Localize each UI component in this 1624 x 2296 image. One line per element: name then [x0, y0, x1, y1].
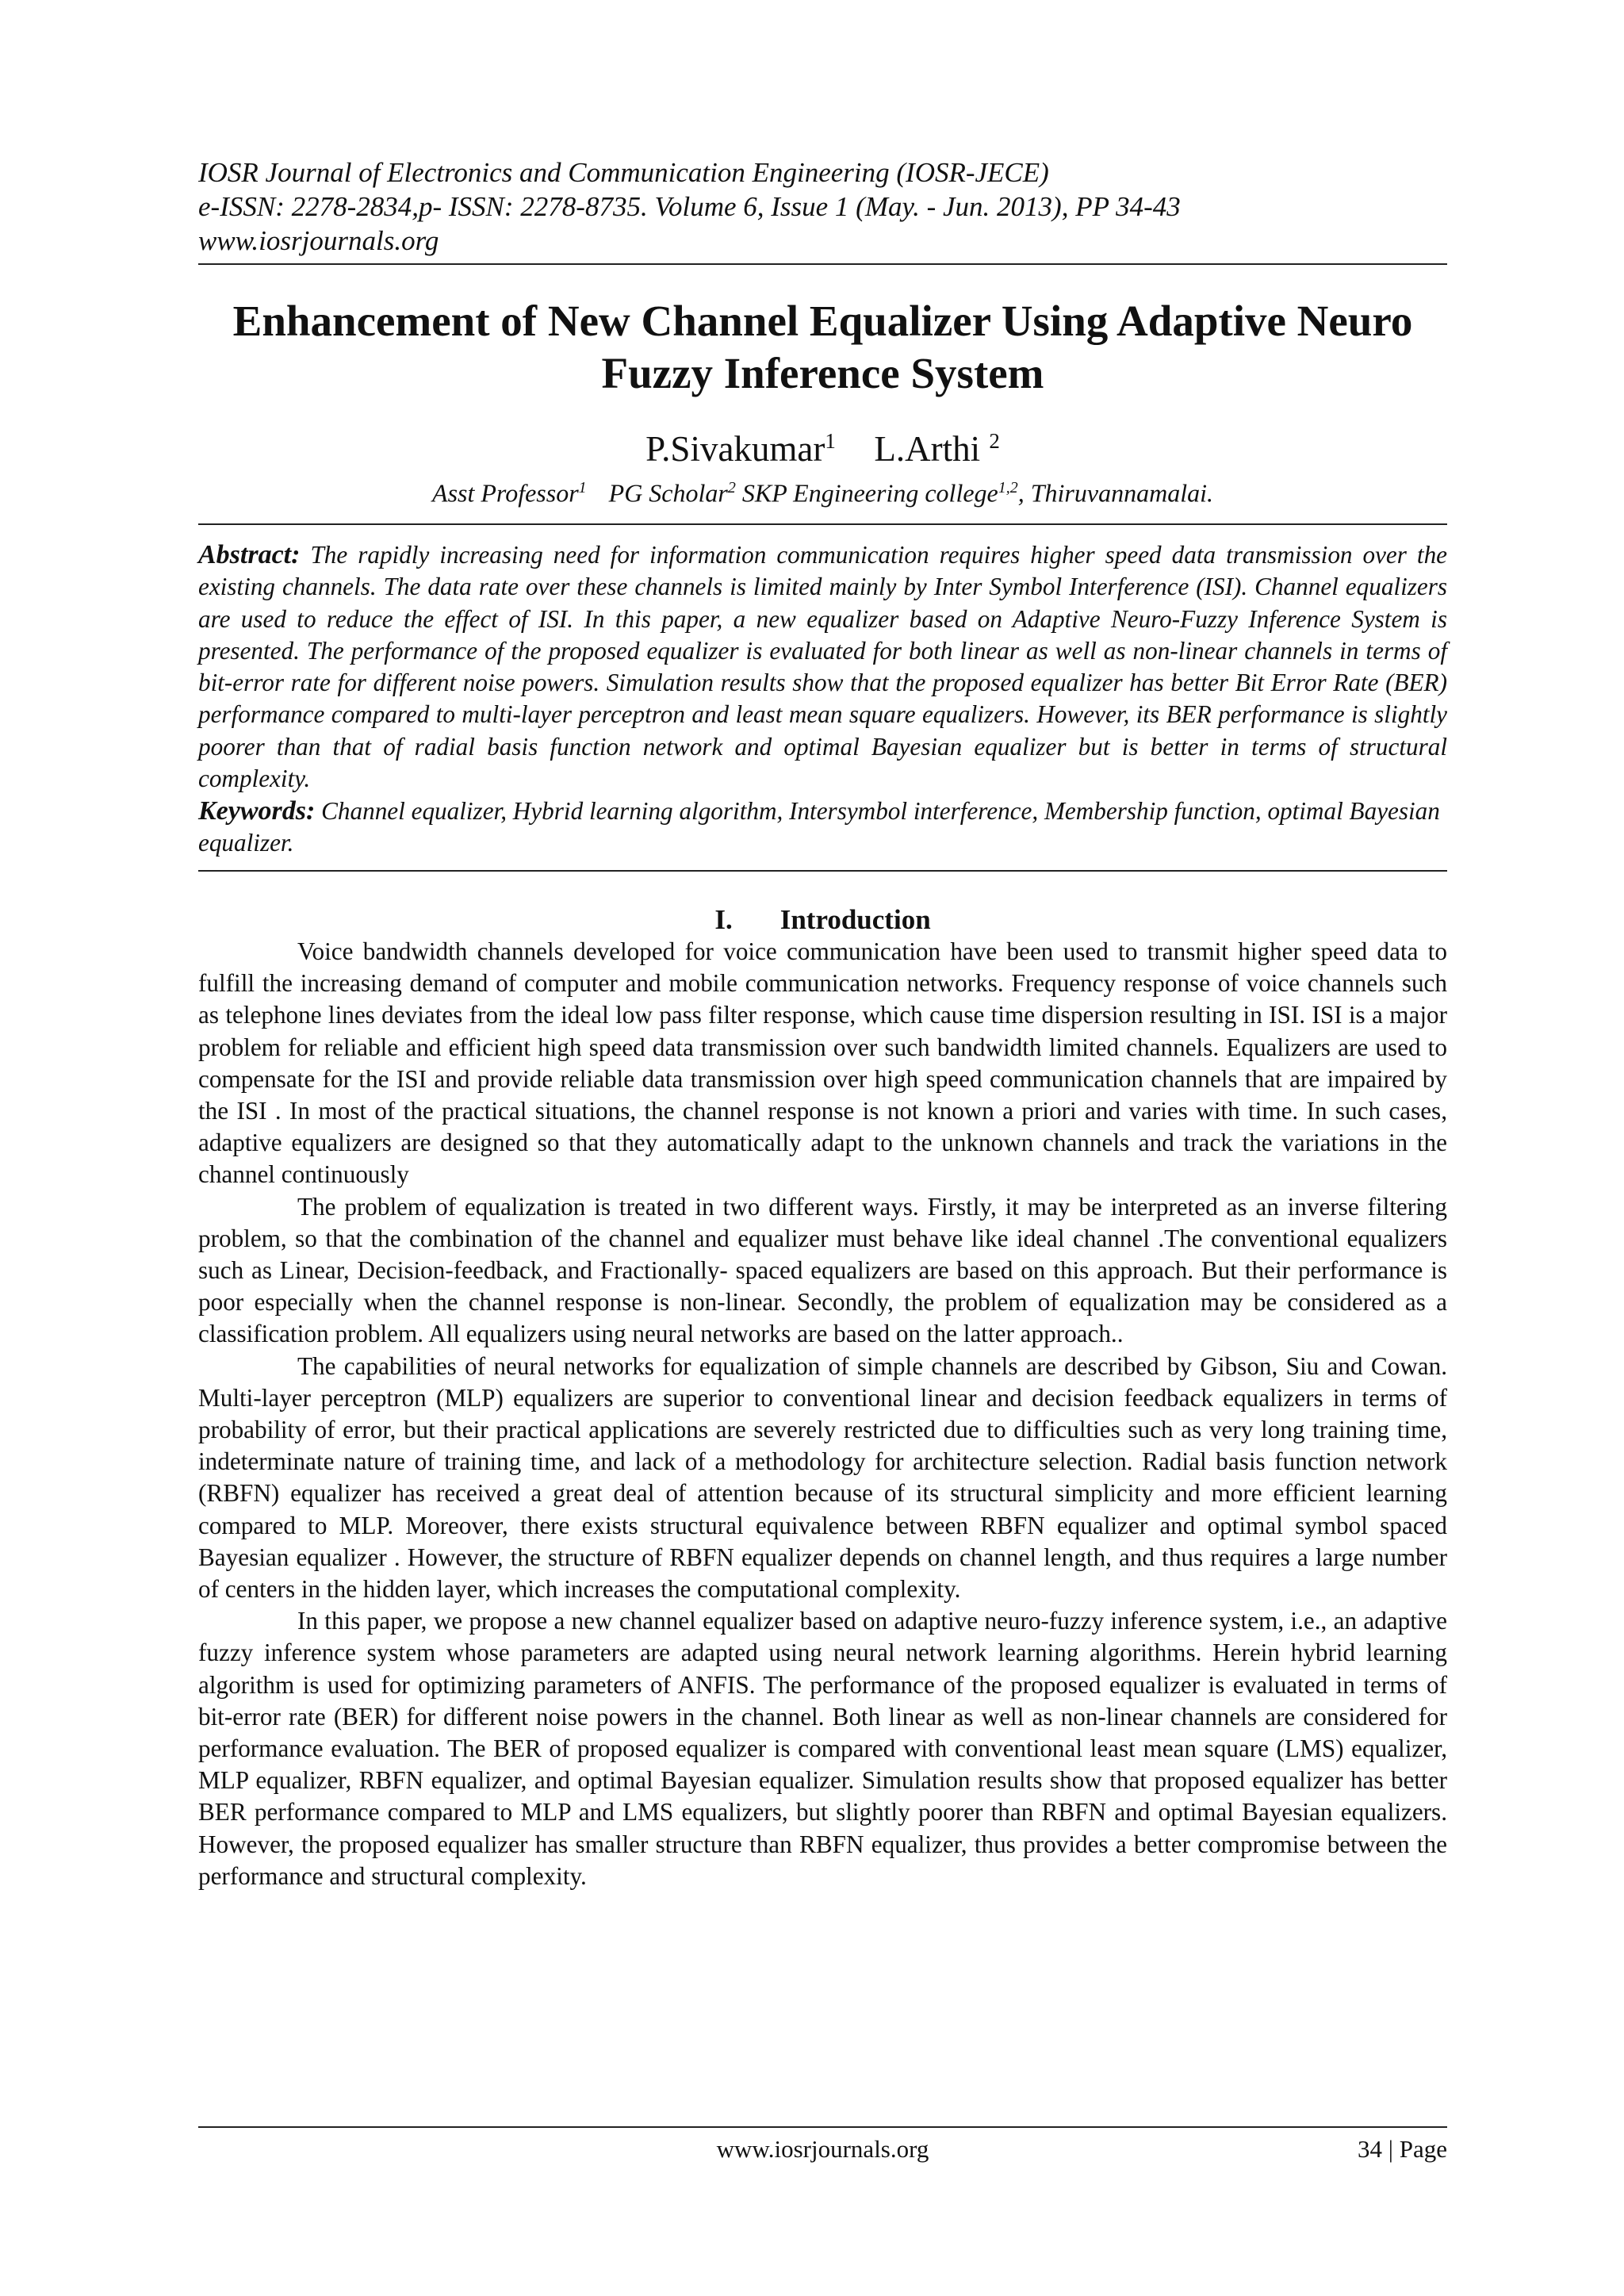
- author-affiliation: [198, 471, 1447, 510]
- affiliation-part: Asst Professor: [432, 478, 579, 508]
- section-heading: [198, 903, 1447, 937]
- journal-url[interactable]: www.iosrjournals.org: [198, 225, 439, 256]
- footer-url[interactable]: www.iosrjournals.org: [716, 2135, 929, 2163]
- affiliation-superscript: 2: [727, 479, 736, 496]
- keywords-label: Keywords:: [198, 796, 316, 826]
- abstract-bottom-rule: [198, 870, 1447, 872]
- section-number: I.: [714, 904, 733, 935]
- affiliation-part: PG Scholar: [608, 478, 728, 508]
- abstract-text: The rapidly increasing need for information communication requires higher speed data transmission over the existing channels. The data rate over these channels is limited mainly by Inter Symbol Interference (ISI). Channel equalizers are used to reduce the effect of ISI. In this paper, a new equalizer based on Adaptive Neuro-Fuzzy Inference System is presented. The performance of the proposed equalizer is evaluated for both linear as well as non-linear channels in terms of bit-error rate for different noise powers. Simulation results show that the proposed equalizer has better Bit Error Rate (BER) performance compared to multi-layer perceptron and least mean square equalizers. However, its BER performance is slightly poorer than that of radial basis function network and optimal Bayesian equalizer but is better in terms of structural complexity.: [198, 541, 1447, 793]
- author-list: [198, 419, 1447, 471]
- journal-name: IOSR Journal of Electronics and Communication Engineering (IOSR-JECE): [198, 157, 1049, 188]
- affiliation-part: , Thiruvannamalai.: [1017, 478, 1213, 508]
- journal-header: [198, 155, 1447, 258]
- abstract-label: Abstract:: [198, 540, 301, 569]
- paragraph: Voice bandwidth channels developed for voice communication have been used to transmit higher speed data to fulfill the increasing demand of computer and mobile communication networks. Frequency response of voice channels such as telephone lines deviates from the ideal low pass filter response, which cause time dispersion resulting in ISI. ISI is a major problem for reliable and efficient high speed data transmission over such bandwidth limited channels. Equalizers are used to compensate for the ISI and provide reliable data transmission over high speed communication channels that are impaired by the ISI . In most of the practical situations, the channel response is not known a priori and varies with time. In such cases, adaptive equalizers are designed so that they automatically adapt to the unknown channels and track the variations in the channel continuously: [198, 937, 1447, 1189]
- page-number: 34 | Page: [1358, 2135, 1447, 2163]
- keywords: [198, 795, 1447, 859]
- keywords-text: Channel equalizer, Hybrid learning algorithm, Intersymbol interference, Membership function, optimal Bayesian equalizer.: [198, 797, 1440, 857]
- abstract: [198, 539, 1447, 795]
- footer-rule: [198, 2126, 1447, 2128]
- introduction-body: [198, 936, 1447, 1892]
- abstract-top-rule: [198, 523, 1447, 525]
- paper-title-line-1: Enhancement of New Channel Equalizer Using Adaptive Neuro: [232, 297, 1413, 345]
- affiliation-superscript: 1: [578, 479, 587, 496]
- paragraph: The capabilities of neural networks for equalization of simple channels are described by Gibson, Siu and Cowan. Multi-layer perceptron (MLP) equalizers are superior to conventional linear and decision feedback equalizers in terms of probability of error, but their practical applications are severely restricted due to difficulties such as very long training time, indeterminate nature of training time, and lack of a methodology for architecture selection. Radial basis function network (RBFN) equalizer has received a great deal of attention because of its structural simplicity and more efficient learning compared to MLP. Moreover, there exists structural equivalence between RBFN equalizer and optimal symbol spaced Bayesian equalizer . However, the structure of RBFN equalizer depends on channel length, and thus requires a large number of centers in the hidden layer, which increases the computational complexity.: [198, 1351, 1447, 1604]
- paper-title-line-2: Fuzzy Inference System: [601, 349, 1044, 397]
- paper-title: [198, 295, 1447, 400]
- author-name: P.Sivakumar: [645, 429, 825, 469]
- paragraph: In this paper, we propose a new channel equalizer based on adaptive neuro-fuzzy inference system, i.e., an adaptive fuzzy inference system whose parameters are adapted using neural network learning algorithms. Herein hybrid learning algorithm is used for optimizing parameters of ANFIS. The performance of the proposed equalizer is evaluated in terms of bit-error rate (BER) for different noise powers in the channel. Both linear as well as non-linear channels are considered for performance evaluation. The BER of proposed equalizer is compared with conventional least mean square (LMS) equalizer, MLP equalizer, RBFN equalizer, and optimal Bayesian equalizer. Simulation results show that proposed equalizer has better BER performance compared to MLP and LMS equalizers, but slightly poorer than RBFN and optimal Bayesian equalizers. However, the proposed equalizer has smaller structure than RBFN equalizer, thus provides a better compromise between the performance and structural complexity.: [198, 1607, 1447, 1890]
- author-name: L.Arthi: [874, 429, 981, 469]
- author-superscript: 1: [825, 429, 836, 453]
- journal-issn: e-ISSN: 2278-2834,p- ISSN: 2278-8735. Volume 6, Issue 1 (May. - Jun. 2013), PP 34-43: [198, 191, 1181, 222]
- paper-page: [198, 0, 1447, 2296]
- affiliation-superscript: 1,2: [998, 479, 1018, 496]
- section-title: Introduction: [779, 904, 931, 935]
- author-superscript: 2: [989, 429, 1000, 453]
- affiliation-part: SKP Engineering college: [741, 478, 998, 508]
- header-rule: [198, 263, 1447, 265]
- paragraph: The problem of equalization is treated in two different ways. Firstly, it may be interpreted as an inverse filtering problem, so that the combination of the channel and equalizer must behave like ideal channel .The conventional equalizers such as Linear, Decision-feedback, and Fractionally- spaced equalizers are based on this approach. But their performance is poor especially when the channel response is non-linear. Secondly, the problem of equalization may be considered as a classification problem. All equalizers using neural networks are based on the latter approach..: [198, 1192, 1447, 1348]
